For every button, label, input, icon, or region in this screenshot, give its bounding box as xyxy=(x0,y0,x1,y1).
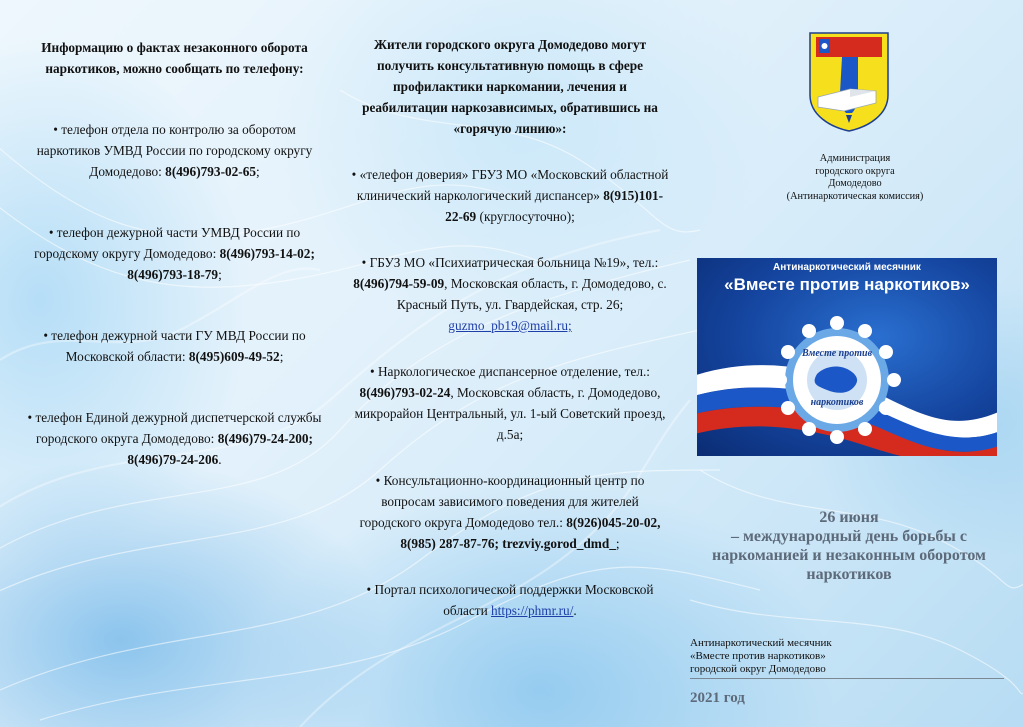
phone-number: 8(926)045-20-02, 8(985) 287-87-76; trezviy.gorod_dmd_ xyxy=(400,515,661,551)
phone-item-duty-umvd: • телефон дежурной части УМВД России по городскому округу Домодедово: 8(496)793-14-02; 8(496)793-18-79; xyxy=(34,225,315,282)
june-26-title: 26 июня – международный день борьбы с наркоманией и незаконным оборотом наркотиков xyxy=(712,509,986,583)
middle-heading: Жители городского округа Домодедово могут получить консультативную помощь в сфере профилактики наркомании, лечения и реабилитации наркозависимых, обратившись на «горячую линию»: xyxy=(362,37,658,136)
campaign-footer: Антинаркотический месячник «Вместе против наркотиков» городской округ Домодедово xyxy=(690,637,832,675)
helpline-item-psychiatric-hospital: • ГБУЗ МО «Психиатрическая больница №19», тел.: 8(496)794-59-09, Московская область, г. Домодедово, с. Красный Путь, ул. Гвардейская, стр. 26; guzmo_pb19@mail.ru; xyxy=(353,255,667,333)
campaign-banner xyxy=(697,258,997,456)
left-heading: Информацию о фактах незаконного оборота наркотиков, можно сообщать по телефону: xyxy=(41,40,308,76)
phone-item-dispatch: • телефон Единой дежурной диспетчерской службы городского округа Домодедово: 8(496)79-24-200; 8(496)79-24-206. xyxy=(27,410,322,467)
year-label: 2021 год xyxy=(690,690,745,706)
domodedovo-coat-of-arms-icon xyxy=(806,31,892,133)
phone-number: 8(496)793-02-24 xyxy=(359,385,451,400)
phone-number: 8(496)794-59-09 xyxy=(353,276,445,291)
phone-number: 8(496)79-24-200; 8(496)79-24-206 xyxy=(127,431,313,467)
phone-item-duty-gu-mvd: • телефон дежурной части ГУ МВД России по Московской области: 8(495)609-49-52; xyxy=(43,328,306,364)
phone-number: 8(915)101-22-69 xyxy=(445,188,664,224)
banner-subtitle: Антинаркотический месячник xyxy=(773,262,921,273)
middle-column xyxy=(350,34,670,621)
helpline-item-psychological-portal: • Портал психологической поддержки Московской области https://phmr.ru/. xyxy=(366,582,654,618)
phone-number: 8(496)793-02-65 xyxy=(165,164,257,179)
phone-number: 8(496)793-14-02; 8(496)793-18-79 xyxy=(127,246,315,282)
helpline-item-narcology-department: • Наркологическое диспансерное отделение, тел.: 8(496)793-02-24, Московская область, г. Домодедово, микрорайон Центральный, ул. 1-ый Советский проезд, д.5а; xyxy=(354,364,666,442)
helpline-item-consulting-center: • Консультационно-координационный центр по вопросам зависимого поведения для жителей городского округа Домодедово тел.: 8(926)045-20-02, 8(985) 287-87-76; trezviy.gorod_dmd_; xyxy=(359,473,661,551)
email-link[interactable]: guzmo_pb19@mail.ru; xyxy=(448,318,572,333)
banner-title: «Вместе против наркотиков» xyxy=(724,275,970,294)
phone-item-drug-control: • телефон отдела по контролю за оборотом наркотиков УМВД России по городскому округу Домодедово: 8(496)793-02-65; xyxy=(36,122,313,179)
circle-text-top: Вместе против xyxy=(801,348,873,359)
left-column xyxy=(22,37,327,470)
administration-label: Администрация городского округа Домодедово (Антинаркотическая комиссия) xyxy=(786,153,924,202)
phone-number: 8(495)609-49-52 xyxy=(188,349,280,364)
portal-link[interactable]: https://phmr.ru/ xyxy=(491,603,574,618)
footer-divider xyxy=(690,678,1004,679)
circle-text-bottom: наркотиков xyxy=(810,397,864,408)
helpline-item-trust-phone: • «телефон доверия» ГБУЗ МО «Московский областной клинический наркологический диспансер» 8(915)101-22-69 (круглосуточно); xyxy=(351,167,669,224)
